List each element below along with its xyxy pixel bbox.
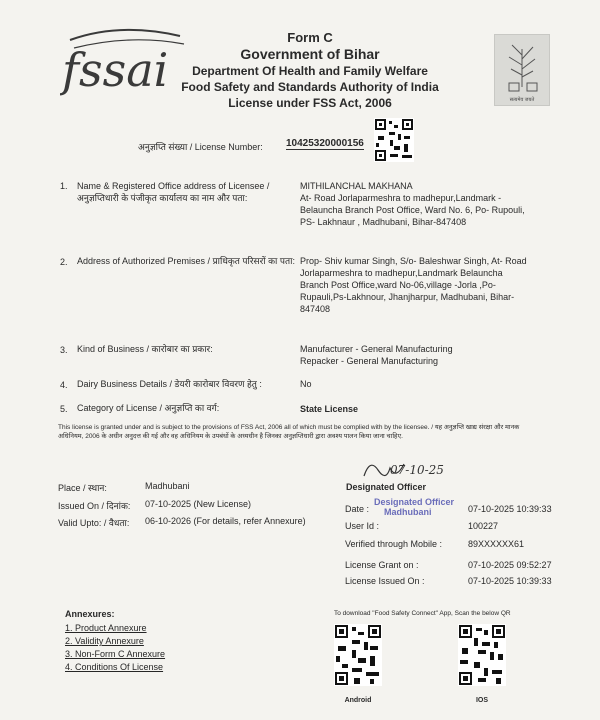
state-emblem-icon bbox=[494, 34, 550, 106]
user-id-label: User Id : bbox=[345, 521, 380, 531]
department-name: Department Of Health and Family Welfare bbox=[192, 64, 428, 78]
place-value: Madhubani bbox=[145, 481, 190, 491]
row-number: 4. bbox=[60, 380, 68, 390]
valid-upto-label: Valid Upto: / वैधता: bbox=[58, 518, 130, 528]
stamp-line-1: Designated Officer bbox=[374, 497, 455, 507]
app-download-note: To download "Food Safety Connect" App, Scan the below QR bbox=[334, 610, 511, 617]
officer-date-value: 07-10-2025 10:39:33 bbox=[468, 504, 552, 514]
annexure-link-validity[interactable]: 2. Validity Annexure bbox=[65, 636, 144, 646]
officer-date-label: Date : bbox=[345, 504, 370, 514]
row-value: No bbox=[300, 379, 312, 389]
signature-date: 07-10-25 bbox=[390, 463, 444, 477]
license-grant-value: 07-10-2025 09:52:27 bbox=[468, 560, 552, 570]
license-number: 10425320000156 bbox=[286, 138, 364, 149]
license-grant-label: License Grant on : bbox=[345, 560, 419, 570]
row-number: 3. bbox=[60, 345, 68, 355]
form-label: Form C bbox=[287, 30, 333, 45]
valid-upto-value: 06-10-2026 (For details, refer Annexure) bbox=[145, 516, 306, 526]
row-label: Kind of Business / कारोबार का प्रकार: bbox=[77, 344, 213, 354]
user-id-value: 100227 bbox=[468, 521, 499, 531]
row-value: Prop- Shiv kumar Singh, S/o- Baleshwar Singh, At- Road Jorlaparmeshra to madhepur,Landmark Belauncha Branch Post Office,ward No-06,village -Jorla ,Po- Rupauli,Ps-Lakhnour, Jhanjharpur, Madhubani, Bihar-847408 bbox=[300, 256, 527, 314]
fssai-logo-text: fssai bbox=[62, 43, 169, 97]
row-value: MITHILANCHAL MAKHANA At- Road Jorlaparmeshra to madhepur,Landmark - Belauncha Branch Post Office, Ward No. 6, Po- Rupouli, PS- Lakhnaur , Madhubani, Bihar-847408 bbox=[300, 181, 525, 227]
row-number: 1. bbox=[60, 181, 68, 191]
android-label: Android bbox=[344, 697, 372, 704]
ios-qr-code[interactable] bbox=[458, 624, 506, 686]
act-name: License under FSS Act, 2006 bbox=[228, 96, 392, 110]
officer-signature bbox=[360, 456, 450, 484]
officer-stamp bbox=[374, 497, 464, 529]
stamp-line-2: Madhubani bbox=[384, 507, 432, 517]
row-label: Dairy Business Details / डेयरी कारोबार विवरण हेतु : bbox=[77, 379, 262, 389]
license-number-label: अनुज्ञप्ति संख्या / License Number: bbox=[138, 142, 263, 152]
row-value: State License bbox=[300, 404, 359, 414]
row-label: Address of Authorized Premises / प्राधिकृत परिसरों का पता: bbox=[77, 256, 295, 266]
place-label: Place / स्थान: bbox=[58, 483, 107, 493]
annexures-title: Annexures: bbox=[65, 609, 115, 619]
row-label: Name & Registered Office address of Licensee / अनुज्ञप्तिधारी के पंजीकृत कार्यालय का नाम और पता: bbox=[77, 181, 270, 203]
designated-officer-title: Designated Officer bbox=[346, 482, 427, 492]
verified-mobile-value: 89XXXXXX61 bbox=[468, 539, 525, 549]
legal-note: This license is granted under and is subject to the provisions of FSS Act, 2006 all of which must be complied with by the licensee. / यह अनुज्ञप्ति खाद्य संरक्षा और मानक अधिनियम, 2006 के अधीन अनुदत्त की गई और वह अधिनियम के उपबंधों के अध्यधीन है जिनका अनुज्ञप्तिधारी द्वारा अवश्य पालन किया जाना चाहिए. bbox=[58, 424, 520, 440]
issued-on-value: 07-10-2025 (New License) bbox=[145, 499, 252, 509]
annexure-link-conditions[interactable]: 4. Conditions Of License bbox=[65, 662, 164, 672]
row-label: Category of License / अनुज्ञप्ति का वर्ग: bbox=[77, 403, 220, 413]
emblem-caption: सत्यमेव जयते bbox=[509, 97, 535, 103]
row-number: 5. bbox=[60, 404, 68, 414]
row-value: Manufacturer - General Manufacturing Repacker - General Manufacturing bbox=[300, 344, 453, 366]
ios-label: IOS bbox=[475, 697, 489, 704]
license-issued-label: License Issued On : bbox=[345, 576, 425, 586]
row-number: 2. bbox=[60, 257, 68, 267]
license-issued-value: 07-10-2025 10:39:33 bbox=[468, 576, 552, 586]
android-qr-code[interactable] bbox=[334, 624, 382, 686]
authority-name: Food Safety and Standards Authority of India bbox=[181, 80, 439, 94]
license-qr-code bbox=[374, 118, 414, 162]
annexure-link-product[interactable]: 1. Product Annexure bbox=[65, 623, 147, 633]
annexure-link-non-form-c[interactable]: 3. Non-Form C Annexure bbox=[65, 649, 166, 659]
verified-mobile-label: Verified through Mobile : bbox=[345, 539, 443, 549]
issued-on-label: Issued On / दिनांक: bbox=[58, 501, 131, 511]
government-name: Government of Bihar bbox=[240, 46, 380, 62]
